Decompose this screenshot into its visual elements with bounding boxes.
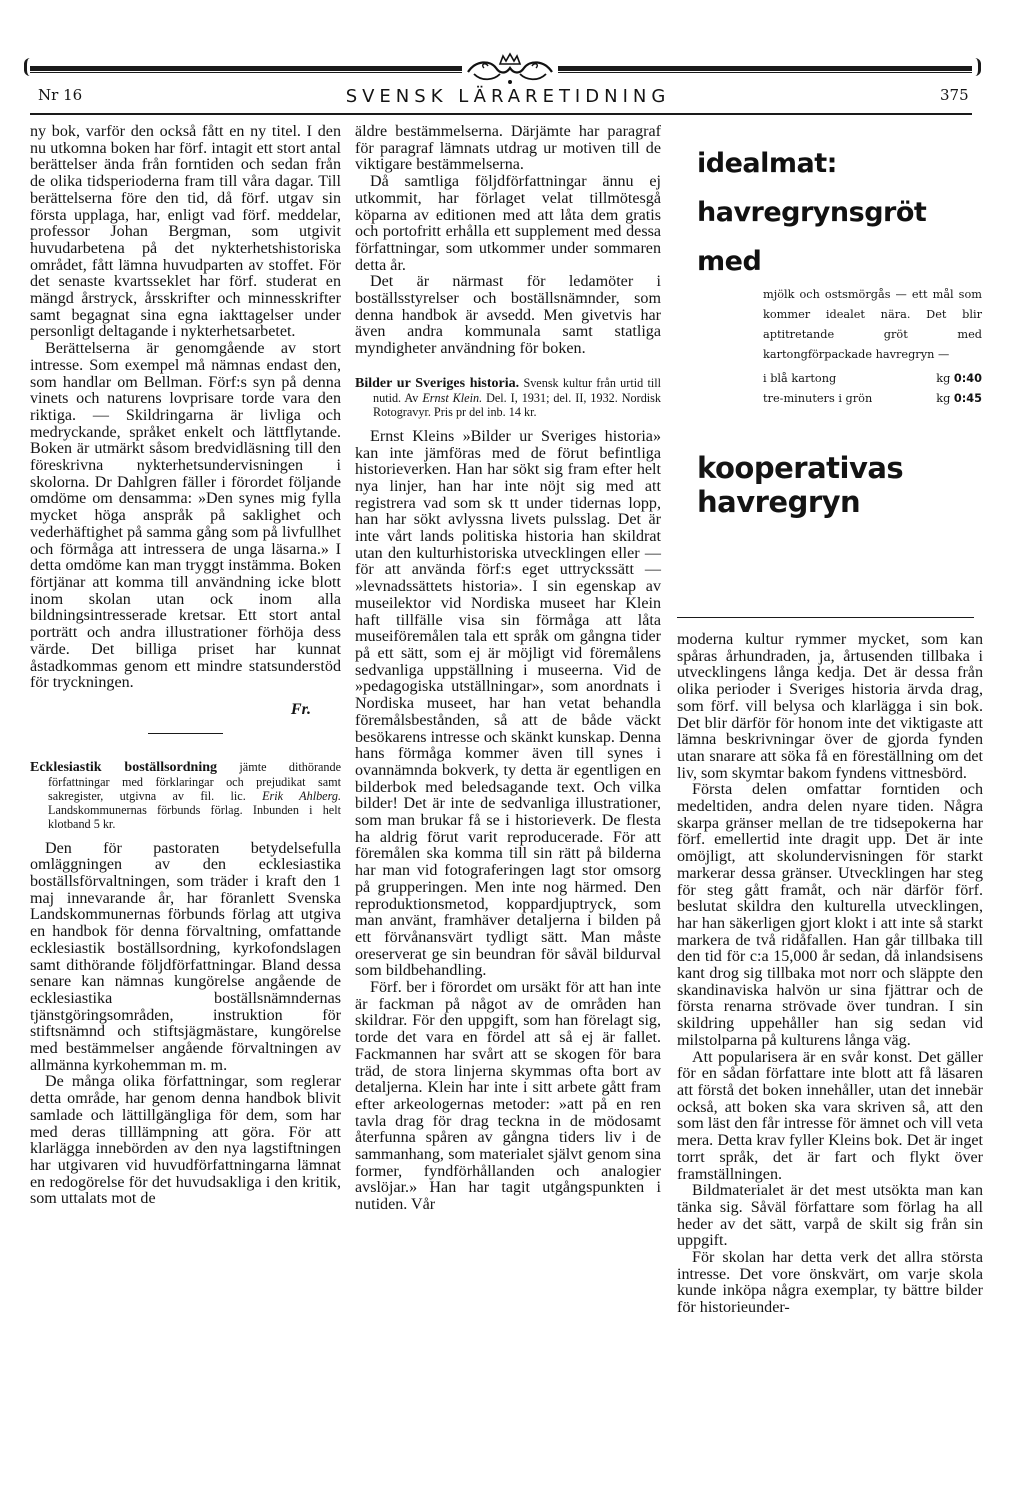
- article-paragraph: Att popularisera är en svår konst. Det gäller för en sådan författare inte blott att få läsaren att förstå det boken innehåller, utan det innebär också, att boken ska vara skriven så, att den som läst den får intresse för ämnet och vill veta mera. Detta krav fyller Kleins bok. Det är inget torrt språk, det är fart och flykt över framställningen.: [677, 1048, 983, 1183]
- ad-price-list: [763, 369, 982, 409]
- column-right: [677, 632, 983, 1317]
- article-paragraph: Då samtliga följdförfattningar ännu ej utkommit, har förlaget velat tillmötesgå köparna av editionen med att låta dem gratis och portofritt erhålla ett supplement med dessa författningar, som utkommer under sommaren detta år.: [355, 173, 661, 274]
- price-label: i blå kartong: [763, 372, 837, 385]
- issue-number: Nr 16: [38, 86, 83, 104]
- review-publisher: Del. I, 1931; del. II, 1932. Nordisk Rotogravyr. Pris pr del inb. 14 kr.: [373, 390, 662, 419]
- article-paragraph: Det är närmast för ledamöter i boställsstyrelser och boställsnämnder, som denna handbok är avsedd. Men givetvis har även andra kommunala samt statliga myndigheter användning för boken.: [355, 273, 661, 358]
- article-paragraph: moderna kultur rymmer mycket, som kan spåras århundraden, ja, årtusenden tillbaka i utvecklingens långa kedja. Det är dessa från olika perioder i Sveriges historia ärvda drag, som förf. vill belysa och klarlägga i sin bok. Det blir därför för honom inte det viktigaste att lämna beskrivningar över de gjorda fynden utan snarare att söka få en föreställning om det liv, som skymtar bakom fyndens vittnesbörd.: [677, 631, 983, 782]
- price-unit: kg: [936, 372, 951, 385]
- ad-bottom-rule: [677, 617, 974, 618]
- ad-headline-line: havregrynsgröt: [697, 197, 927, 228]
- review-publisher: Landskommunernas förbunds förlag. Inbunden i helt klotband 5 kr.: [48, 802, 341, 831]
- review-heading: [355, 376, 661, 419]
- rule-end-cap-left: [24, 58, 35, 76]
- ad-price-row: [763, 389, 982, 409]
- price-unit: kg: [936, 392, 951, 405]
- article-paragraph: Berättelserna är genomgående av stort intresse. Som exempel må nämnas endast den, som handlar om Bellman. Förf:s syn på denna vinets och naturens lovprisare torde vara den riktiga. — Skildringarna är livliga och medryckande, språket enkelt och lättflytande. Boken är utmärkt såsom bredvidläsning till den föreskrivna nykterhetsundervisningen i skolorna. Dr Dahlgren fäller i förordet följande omdöme om densamma: »Den synes mig fylla mycket höga anspråk på saklighet och vederhäftighet på samma gång som på livfullhet och förmåga att intressera de unga läsarna.» I detta omdöme kan man tryggt instämma. Boken förtjänar att komma till användning icke blott inom skolan utan ock inom alla bildningsintresserade kretsar. Ett stort antal porträtt och andra illustrationer förhöja dess värde. Det billiga priset har kunnat åstadkommas genom ett mindre statsunderstöd för tryckningen.: [30, 340, 341, 692]
- review-title: Bilder ur Sveriges historia.: [355, 375, 520, 391]
- price-value: 0:40: [953, 372, 982, 385]
- rule-end-cap-right: [970, 58, 981, 76]
- article-paragraph: För skolan har detta verk det allra största intresse. Det vore önskvärt, om varje skola kunde inköpa några exemplar, ty bättre bilder för historieunder-: [677, 1249, 983, 1317]
- article-paragraph: Förf. ber i förordet om ursäkt för att han inte är fackman på något av de områden han skildrar. För den uppgift, som han förelagt sig, torde det vara en fördel att så ej är fallet. Fackmannen har svårt att se skogen för bara träd, de stora linjerna skymmas ofta bort av detaljerna. Klein har inte i sitt arbete gått fram efter arkeologernas metoder: »att på en ren tavla drag för drag teckna in de mödosamt återfunna spåren av gångna tiders liv i de sammanhang, som materialet självt genom sina former, fyndförhållanden och analogier avslöjar.» Han har tagit utgångspunkten i nutiden. Vår: [355, 979, 661, 1214]
- price-label: tre-minuters i grön: [763, 392, 873, 405]
- oat-advertisement: [697, 150, 982, 519]
- price-value: 0:45: [953, 392, 982, 405]
- review-details: jämte dithörande författningar med förklaringar och prejudikat samt sakregister, utgivna av fil. lic.: [48, 759, 342, 803]
- crown-ornament-icon: [462, 52, 558, 88]
- article-paragraph: Bildmaterialet är det mest utsökta man kan tänka sig. Såväl författare som förlag ha all heder av det sätt, varpå de skilt sig från sin uppgift.: [677, 1182, 983, 1250]
- ad-headline-line: med: [697, 246, 762, 277]
- page-number: 375: [940, 86, 969, 104]
- review-title: Ecklesiastik boställsordning: [30, 759, 218, 775]
- article-paragraph: Första delen omfattar forntiden och medeltiden, andra delen nyare tiden. Några skarpa gränser mellan de tre tidsepokerna har förf. emellertid inte dragit upp. Det är inte omöjligt, att skolundervisningen för starkt markerar dessa gränser. Utvecklingen har steg för steg gått framåt, och när därför förf. beslutat skildra den kulturella utvecklingen, har han säkerligen gjort klokt i att inte så starkt markera de två ridåfallen. Han går tillbaka till den tid för c:a 15,000 år sedan, då inlandsisens kant drog sig tillbaka mot norr och släppte den skandinaviska halvön ur sina fjättrar och de första renarna strövade över tundran. I sin skildring uppehåller han sig sedan vid milstolparna på kulturens långa väg.: [677, 781, 983, 1049]
- article-paragraph: ny bok, varför den också fått en ny titel. I den nu utkomna boken har förf. intagit ett stort antal berättelser ända från forntiden och sedan från de olika tidsperioderna fram till våra dagar. Till berättelserna före den tid, då förf. utgav sin första upplaga, har, enligt vad förf. meddelar, professor Johan Bergman, som utgivit huvudarbetena på det nykterhetshistoriska området, fått lämna huvudparten av stoffet. För det senaste kvartsseklet har förf. studerat en mängd årstryck, årsskrifter och minnesskrifter samt begagnat sina egna iakttagelser under personligt deltagande i nykterhetsarbetet.: [30, 123, 341, 341]
- header-bottom-rule: [30, 113, 972, 115]
- column-middle: [355, 124, 661, 1214]
- review-heading: [30, 760, 341, 831]
- ad-brand-line: kooperativas: [697, 451, 904, 485]
- ad-headline-line: idealmat:: [697, 148, 837, 179]
- review-author: Erik Ahlberg.: [262, 788, 342, 803]
- spacer: [355, 358, 661, 376]
- ad-body-text: mjölk och ostsmörgås — ett mål som kommer idealet nära. Det blir aptitretande gröt med kartongförpackade havregryn —: [763, 288, 982, 361]
- ad-brand-name: [697, 451, 982, 519]
- review-author: Ernst Klein.: [422, 390, 483, 405]
- section-divider: [148, 733, 223, 734]
- author-signature: Fr.: [290, 700, 311, 718]
- article-paragraph: Ernst Kleins »Bilder ur Sveriges historia» kan inte jämföras med de förut befintliga historieverken. Han har sökt sig fram efter helt nya linjer, han har inte nöjt sig med att registrera vad som sk tt under tidernas lopp, han har sökt avlyssna livets pulsslag. Det är inte vårt lands politiska historia han skildrat utan den kulturhistoriska utvecklingen eller — för att använda förf:s eget uttryckssätt — »levnadssättets historia». I sin egenskap av museilektor vid Nordiska museet har Klein haft tillfälle visa sin förmåga att låta museiföremålen tala ett språk om gångna tider på ett sätt, som ej är möjligt vid föremålens sedvanliga uppställning i museerna. Vid de »pedagogiska utställningar», som anordnats i Nordiska museet, har han vetat behandla föremålsbestånden, så att de både väckt besökarens intresse och skänkt kunskap. Denna hans förmåga kommer även till synes i ovannämnda bokverk, ty detta är egentligen en bilderbok med beledsagande text. Och vilka bilder! Det är inte de sedvanliga illustrationer, som man brukar få se i historieverk. De flesta ha aldrig förut varit reproducerade. För att föremålen ska komma till sin rätt på bilderna har man vid fotograferingen lagt stor omsorg på grupperingen. Men inte nog härmed. Den reproduktionsmetod, koppardjuptryck, som man använt, framhäver detaljerna i bilden på ett förvånansvärt tydligt sätt. Man måste oreserverat ge sin beundran för såväl bildurval som bildbehandling.: [355, 427, 661, 980]
- article-paragraph: äldre bestämmelserna. Därjämte har paragraf för paragraf lämnats utdrag ur motiven till de viktigare bestämmelserna.: [355, 123, 661, 174]
- review-details: Svensk kultur från urtid till nutid. Av: [373, 375, 662, 405]
- ad-brand-line: havregryn: [697, 485, 861, 519]
- article-paragraph: De många olika författningar, som reglerar detta område, har genom denna handbok blivit samlade och lättillgängliga för dem, som har med deras tilllämpning att göra. För att klarlägga innebörden av den nya lagstiftningen har utgivaren vid huvudförfattningarna lämnat en redogörelse för det huvudsakliga i den kritik, som uttalats mot de: [30, 1073, 341, 1208]
- ad-price-row: [763, 369, 982, 389]
- column-left: [30, 124, 341, 1208]
- masthead-title: SVENSK LÄRARETIDNING: [345, 86, 671, 107]
- article-paragraph: Den för pastoraten betydelsefulla omläggningen av den ecklesiastika boställsförvaltningen, som träder i kraft den 1 maj innevarande år, har föranlett Svenska Landskommunernas förbunds förlag att utgiva en handbok för denna förvaltning, omfattande ecklesiastik boställsordning, kyrkofondslagen samt dithörande följdförfattningar. Bland dessa senare kan nämnas kungörelse angående de ecklesiastika boställsnämndernas tjänstgöringsområden, instruktion för stiftsnämnd och stiftsjägmästare, kungörelse med bestämmelser angående förvaltningen av allmänna kyrkohemman m. m.: [30, 839, 341, 1074]
